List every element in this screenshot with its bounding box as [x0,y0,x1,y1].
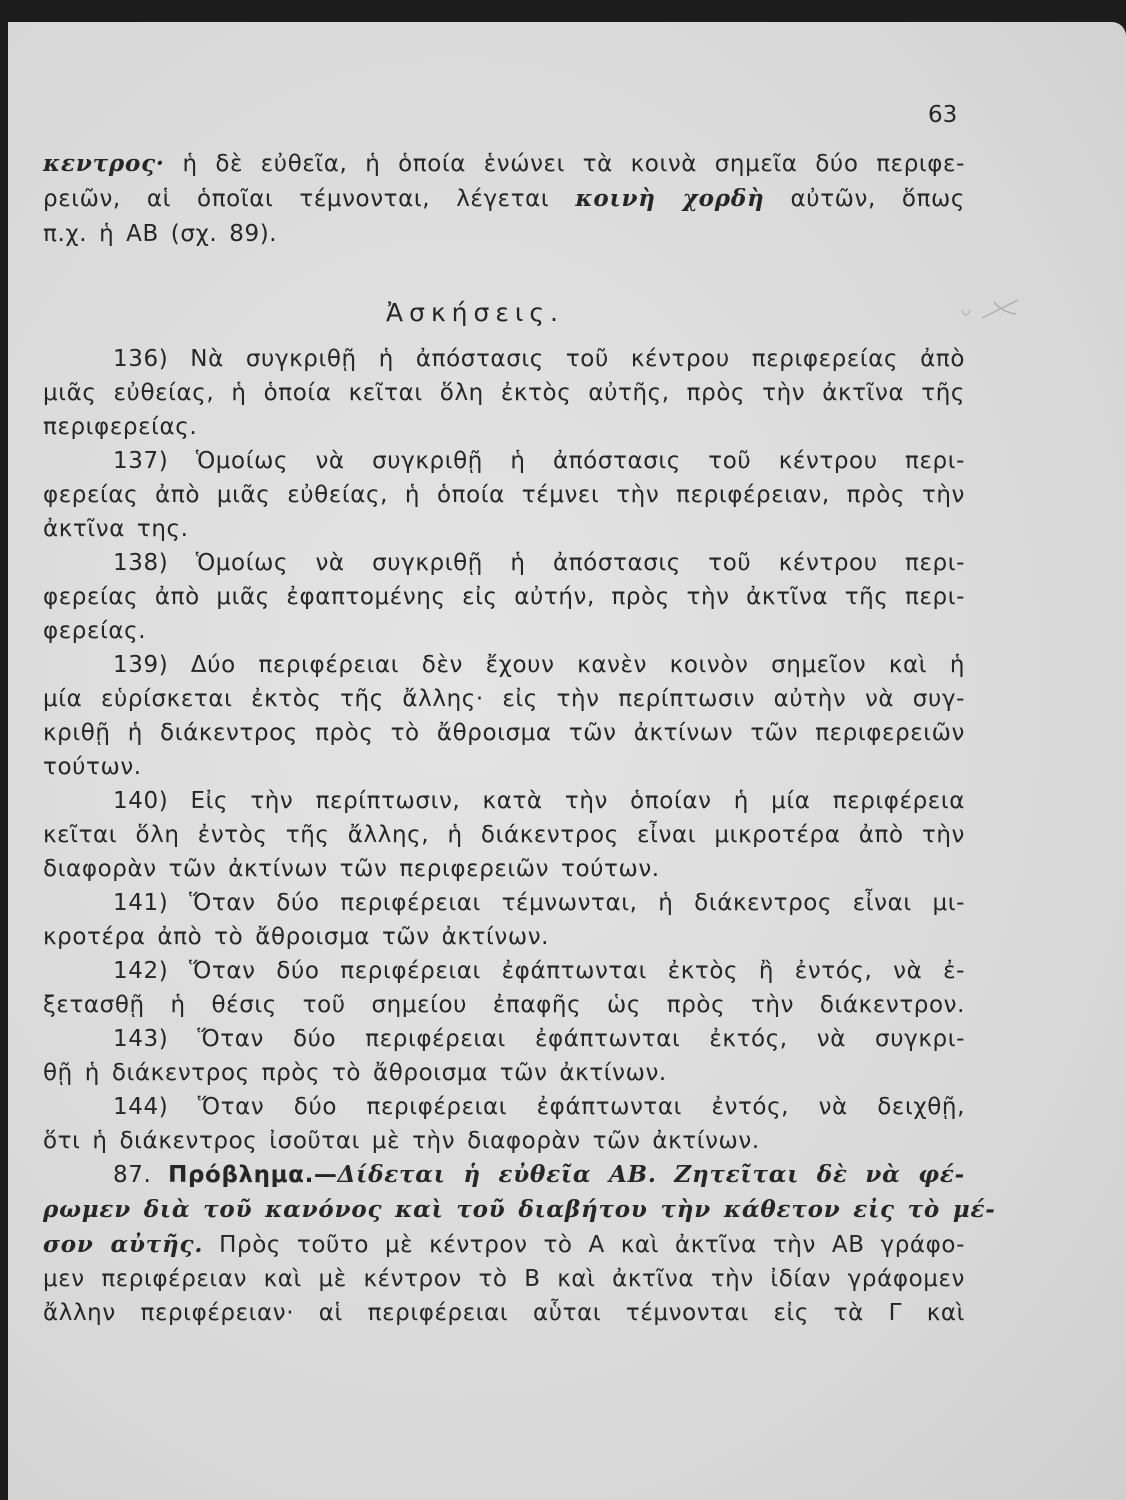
pencil-mark-icon [958,292,1028,332]
exercise-142: 142) Ὅταν δύο περιφέρειαι ἐφάπτωνται ἐκτὸς ἢ ἐντός, νὰ ἐ- [113,958,965,984]
text-line: κεῖται ὅλη ἐντὸς τῆς ἄλλης, ἡ διάκεντρος εἶναι μικροτέρα ἀπὸ τὴν [43,822,965,848]
text-line: π.χ. ἡ ΑΒ (σχ. 89). [43,221,278,247]
exercise-140: 140) Εἰς τὴν περίπτωσιν, κατὰ τὴν ὁποίαν ἡ μία περιφέρεια [113,788,965,814]
text-line: φερείας. [43,618,147,644]
problem-statement: Δίδεται ἡ εὐθεῖα ΑΒ. Ζητεῖται δὲ νὰ φέ- [337,1161,965,1188]
text-line: ὅτι ἡ διάκεντρος ἰσοῦται μὲ τὴν διαφορὰν τῶν ἀκτίνων. [43,1128,760,1154]
text-line: ρωμεν διὰ τοῦ κανόνος καὶ τοῦ διαβήτου τὴν κάθετον εἰς τὸ μέ- [43,1196,996,1223]
text-line: ἀκτῖνα της. [43,516,189,542]
text-line: κροτέρα ἀπὸ τὸ ἄθροισμα τῶν ἀκτίνων. [43,924,550,950]
text-line: κεντρος· ἡ δὲ εὐθεῖα, ἡ ὁποία ἑνώνει τὰ κοινὰ σημεῖα δύο περιφε- [43,150,965,177]
exercise-139: 139) Δύο περιφέρειαι δὲν ἔχουν κανὲν κοινὸν σημεῖον καὶ ἡ [113,652,965,678]
text-line: μία εὑρίσκεται ἐκτὸς τῆς ἄλλης· εἰς τὴν περίπτωσιν αὐτὴν νὰ συγ- [43,686,965,712]
text-line: διαφορὰν τῶν ἀκτίνων τῶν περιφερειῶν τούτων. [43,856,660,882]
term-centre: κεντρος· [43,150,165,177]
exercise-143: 143) Ὅταν δύο περιφέρειαι ἐφάπτωνται ἐκτός, νὰ συγκρι- [113,1026,965,1052]
exercise-144: 144) Ὅταν δύο περιφέρειαι ἐφάπτωνται ἐντός, νὰ δειχθῇ, [113,1094,965,1120]
book-page [8,22,1126,1500]
text-line: περιφερείας. [43,414,198,440]
term-common-chord: κοινὴ χορδὴ [575,185,765,212]
section-heading: Ἀσκήσεις. [386,298,564,327]
text-line: κριθῇ ἡ διάκεντρος πρὸς τὸ ἄθροισμα τῶν ἀκτίνων τῶν περιφερειῶν [43,720,965,746]
text-line: σον αὐτῆς. Πρὸς τοῦτο μὲ κέντρον τὸ Α καὶ ἀκτῖνα τὴν ΑΒ γράφο- [43,1231,966,1258]
problem-87 [43,1160,965,1190]
text-line: μεν περιφέρειαν καὶ μὲ κέντρον τὸ Β καὶ ἀκτῖνα τὴν ἰδίαν γράφομεν [43,1266,965,1292]
exercise-137: 137) Ὁμοίως νὰ συγκριθῇ ἡ ἀπόστασις τοῦ κέντρου περι- [113,448,965,474]
text-line: ξετασθῇ ἡ θέσις τοῦ σημείου ἐπαφῆς ὡς πρὸς τὴν διάκεντρον. [43,992,965,1018]
problem-number: 87. [113,1162,152,1188]
text-line: τούτων. [43,754,142,780]
exercise-138: 138) Ὁμοίως νὰ συγκριθῇ ἡ ἀπόστασις τοῦ κέντρου περι- [113,550,965,576]
text-line: θῇ ἡ διάκεντρος πρὸς τὸ ἄθροισμα τῶν ἀκτίνων. [43,1060,667,1086]
pencil-margin-mark [958,292,1028,336]
page-number: 63 [928,102,958,128]
text-line: ρειῶν, αἱ ὁποῖαι τέμνονται, λέγεται κοινὴ χορδὴ αὐτῶν, ὅπως [43,185,965,212]
text-line: φερείας ἀπὸ μιᾶς εὐθείας, ἡ ὁποία τέμνει τὴν περιφέρειαν, πρὸς τὴν [43,482,965,508]
problem-title: Πρόβλημα.— [168,1162,338,1188]
exercise-136: 136) Νὰ συγκριθῇ ἡ ἀπόστασις τοῦ κέντρου περιφερείας ἀπὸ [113,346,965,372]
text-line: φερείας ἀπὸ μιᾶς ἐφαπτομένης εἰς αὐτήν, πρὸς τὴν ἀκτῖνα τῆς περι- [43,584,965,610]
text-line: μιᾶς εὐθείας, ἡ ὁποία κεῖται ὅλη ἐκτὸς αὐτῆς, πρὸς τὴν ἀκτῖνα τῆς [43,380,965,406]
text-line: ἄλλην περιφέρειαν· αἱ περιφέρειαι αὗται τέμνονται εἰς τὰ Γ καὶ [43,1300,965,1326]
exercise-141: 141) Ὅταν δύο περιφέρειαι τέμνωνται, ἡ διάκεντρος εἶναι μι- [113,890,965,916]
